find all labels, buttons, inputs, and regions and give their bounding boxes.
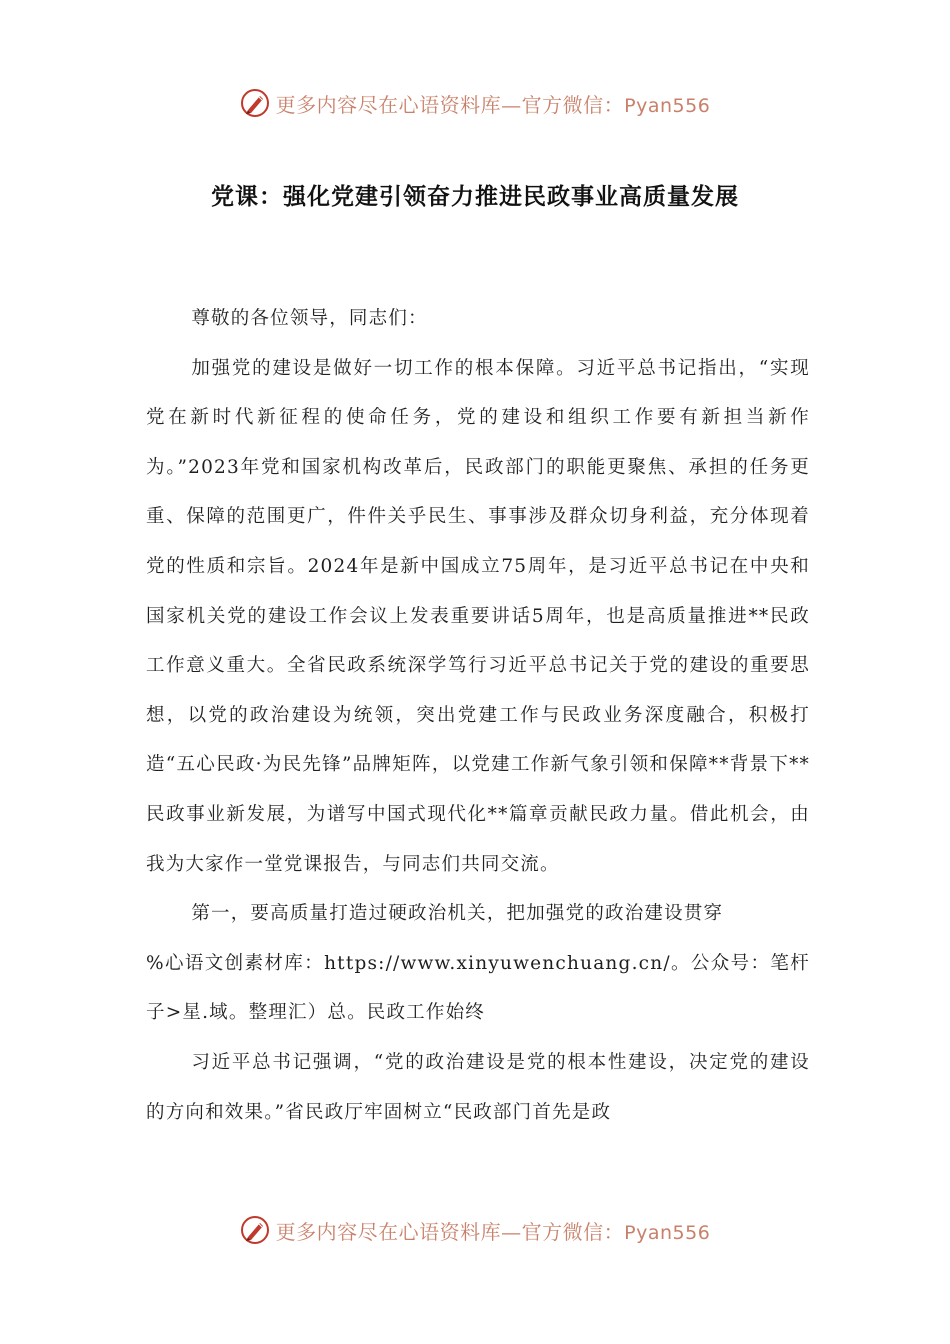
- paragraph: 习近平总书记强调，“党的政治建设是党的根本性建设，决定党的建设的方向和效果。”省民政厅牢固树立“民政部门首先是政: [146, 1051, 810, 1123]
- paragraph: 第一，要高质量打造过硬政治机关，把加强党的政治建设贯穿: [191, 903, 724, 925]
- pen-logo-icon: [240, 88, 270, 118]
- pen-logo-icon: [240, 1215, 270, 1245]
- paragraph: 尊敬的各位领导，同志们：: [191, 308, 428, 329]
- watermark-text: 更多内容尽在心语资料库—官方微信：Pyan556: [275, 1219, 711, 1244]
- watermark-text: 更多内容尽在心语资料库—官方微信：Pyan556: [275, 92, 711, 117]
- paragraph: %心语文创素材库：https://www.xinyuwenchuang.cn/。公众号：笔杆子>星.域。整理汇）总。民政工作始终: [146, 952, 810, 1024]
- watermark-banner-top: [0, 83, 950, 123]
- watermark-banner-bottom: [0, 1210, 950, 1250]
- document-title: 党课：强化党建引领奋力推进民政事业高质量发展: [211, 184, 739, 210]
- paragraph: 加强党的建设是做好一切工作的根本保障。习近平总书记指出，“实现党在新时代新征程的使命任务，党的建设和组织工作要有新担当新作为。”2023年党和国家机构改革后，民政部门的职能更聚焦、承担的任务更重、保障的范围更广，件件关乎民生、事事涉及群众切身利益，充分体现着党的性质和宗旨。2024年是新中国成立75周年，是习近平总书记在中央和国家机关党的建设工作会议上发表重要讲话5周年，也是高质量推进**民政工作意义重大。全省民政系统深学笃行习近平总书记关于党的建设的重要思想，以党的政治建设为统领，突出党建工作与民政业务深度融合，积极打造“五心民政·为民先锋”品牌矩阵，以党建工作新气象引领和保障**背景下**民政事业新发展，为谱写中国式现代化**篇章贡献民政力量。借此机会，由我为大家作一堂党课报告，与同志们共同交流。: [146, 357, 810, 875]
- document-body: [146, 294, 810, 1137]
